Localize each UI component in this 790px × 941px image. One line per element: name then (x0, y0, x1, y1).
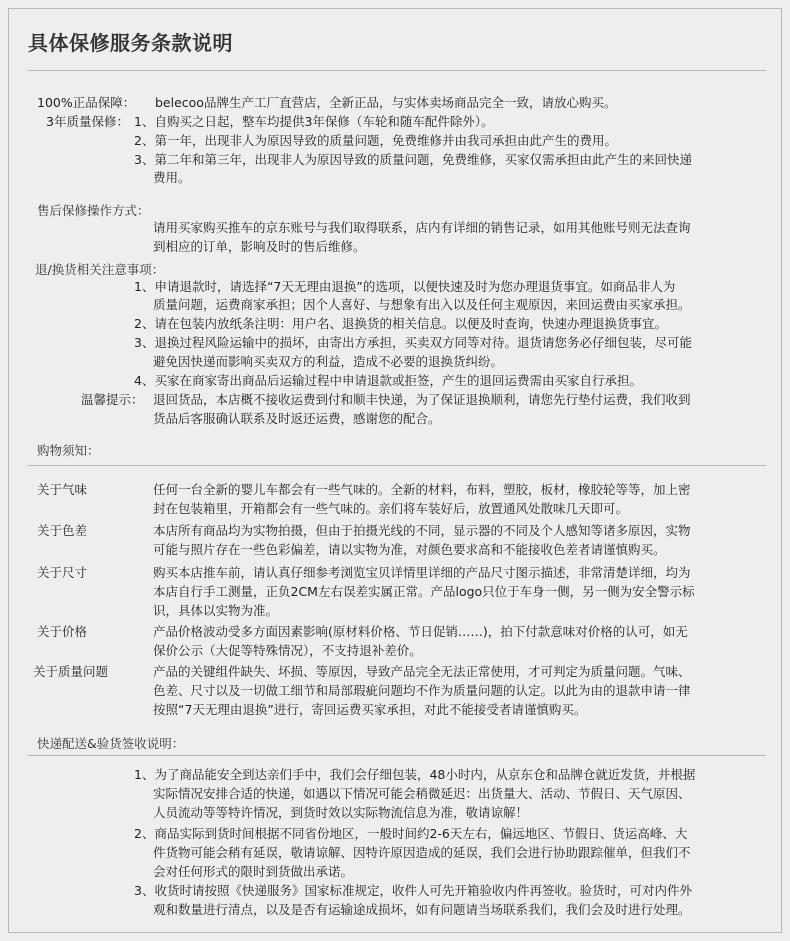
page-title: 具体保修服务条款说明 (28, 31, 233, 55)
delivery-item-1-line2: 实际情况安排合适的快递，如遇以下情况可能会稍微延迟：出货量大、活动、节假日、天气原因、 (153, 786, 691, 801)
delivery-item-1-line1: 1、为了商品能安全到达亲们手中，我们会仔细包装，48小时内，从京东仓和品牌仓就近发货，并根据 (134, 767, 696, 782)
delivery-item-3-line1: 3、收货时请按照《快递服务》国家标准规定，收件人可先开箱验收内件再签收。验货时，可对内件外 (134, 883, 692, 898)
price-line-2: 保价公示（大促等特殊情况），不支持退补差价。 (153, 643, 422, 658)
delivery-item-1-line3: 人员流动等等特许情况，到货时效以实际物流信息为准，敬请谅解！ (153, 805, 529, 820)
aftersale-line-2: 到相应的订单，影响及时的售后维修。 (153, 239, 366, 254)
title-divider (28, 70, 766, 71)
size-line-3: 识，具体以实物为准。 (153, 603, 279, 618)
returns-item-3-line1: 3、退换过程风险运输中的损坏，由寄出方承担，买卖双方同等对待。退货请您务必仔细包装，尽可能 (134, 335, 692, 350)
delivery-divider (28, 755, 766, 756)
size-line-1: 购买本店推车前，请认真仔细参考浏览宝贝详情里详细的产品尺寸图示描述，非常清楚详细，均为 (153, 565, 691, 580)
quality-line-1: 产品的关键组件缺失、坏损、等原因，导致产品完全无法正常使用，才可判定为质量问题。气味、 (153, 664, 691, 679)
color-line-1: 本店所有商品均为实物拍摄，但由于拍摄光线的不同，显示器的不同及个人感知等诸多原因，实物 (153, 523, 691, 538)
three-year-label: 3年质量保修： (46, 114, 129, 129)
aftersale-heading: 售后保修操作方式： (37, 203, 150, 218)
tip-label: 温馨提示： (81, 392, 144, 407)
color-label: 关于色差 (37, 523, 88, 538)
smell-line-2: 封在包装箱里，开箱都会有一些气味的。亲们将车装好后，放置通风处散味几天即可。 (153, 501, 629, 516)
size-line-2: 本店自行手工测量，正负2CM左右误差实属正常。产品logo只位于车身一侧，另一侧为安全警示标 (153, 584, 695, 599)
returns-item-3-line2: 避免因快递而影响买卖双方的利益，造成不必要的退换货纠纷。 (153, 354, 504, 369)
price-label: 关于价格 (37, 624, 88, 639)
genuine-text: belecoo品牌生产工厂直营店，全新正品，与实体卖场商品完全一致，请放心购买。 (155, 95, 617, 110)
aftersale-line-1: 请用买家购买推车的京东账号与我们取得联系，店内有详细的销售记录，如用其他账号则无法查询 (153, 220, 691, 235)
smell-line-1: 任何一台全新的婴儿车都会有一些气味的。全新的材料，布料，塑胶，板材，橡胶轮等等，加上密 (153, 482, 691, 497)
color-line-2: 可能与照片存在一些色彩偏差，请以实物为准，对颜色要求高和不能接收色差者请谨慎购买。 (153, 542, 666, 557)
warranty-item-1: 1、自购买之日起，整车均提供3年保修（车轮和随车配件除外）。 (134, 114, 494, 129)
delivery-item-2-line1: 2、商品实际到货时间根据不同省份地区，一般时间约2-6天左右，偏远地区、节假日、货运高峰、大 (134, 826, 688, 841)
price-line-1: 产品价格波动受多方面因素影响(原材料价格、节日促销……)，拍下付款意味对价格的认可，如无 (153, 624, 688, 639)
shopping-divider (28, 465, 766, 466)
delivery-heading: 快递配送&验货签收说明： (37, 736, 185, 751)
delivery-item-2-line3: 会对任何形式的限时到货做出承诺。 (153, 864, 354, 879)
delivery-item-2-line2: 件货物可能会稍有延误，敬请谅解、因特许原因造成的延误，我们会进行协助跟踪催单，但我们不 (153, 845, 691, 860)
tip-line-1: 退回货品，本店概不接收运费到付和顺丰快递，为了保证退换顺利，请您先行垫付运费，我们收到 (153, 392, 691, 407)
quality-line-3: 按照“7天无理由退换”进行，寄回运费买家承担，对此不能接受者请谨慎购买。 (153, 702, 587, 717)
shopping-heading: 购物须知： (37, 443, 100, 458)
returns-item-2: 2、请在包装内放纸条注明：用户名、退换货的相关信息。以便及时查询，快速办理退换货事宜。 (134, 316, 667, 331)
returns-item-1-line2: 质量问题，运费商家承担；因个人喜好、与想象有出入以及任何主观原因，来回运费由买家承担。 (153, 297, 691, 312)
quality-line-2: 色差、尺寸以及一切做工细节和局部瑕疵问题均不作为质量问题的认定。以此为由的退款申请一律 (153, 683, 691, 698)
returns-item-1-line1: 1、申请退款时，请选择“7天无理由退换”的选项，以便快速及时为您办理退货事宜。如商品非人为 (134, 279, 676, 294)
genuine-label: 100%正品保障： (37, 95, 136, 110)
size-label: 关于尺寸 (37, 565, 88, 580)
smell-label: 关于气味 (37, 482, 88, 497)
warranty-item-2: 2、第一年，出现非人为原因导致的质量问题，免费维修并由我司承担由此产生的费用。 (134, 133, 617, 148)
delivery-item-3-line2: 观和数量进行清点，以及是否有运输途成损坏，如有问题请当场联系我们，我们会及时进行处理。 (153, 902, 691, 917)
tip-line-2: 货品后客服确认联系及时返还运费，感谢您的配合。 (153, 411, 441, 426)
quality-label: 关于质量问题 (33, 664, 109, 679)
warranty-item-3-line1: 3、第二年和第三年，出现非人为原因导致的质量问题，免费维修，买家仅需承担由此产生的来回快递 (134, 152, 692, 167)
warranty-item-3-line2: 费用。 (153, 170, 191, 185)
returns-heading: 退/换货相关注意事项： (35, 262, 165, 277)
returns-item-4: 4、买家在商家寄出商品后运输过程中申请退款或拒签，产生的退回运费需由买家自行承担。 (134, 373, 642, 388)
